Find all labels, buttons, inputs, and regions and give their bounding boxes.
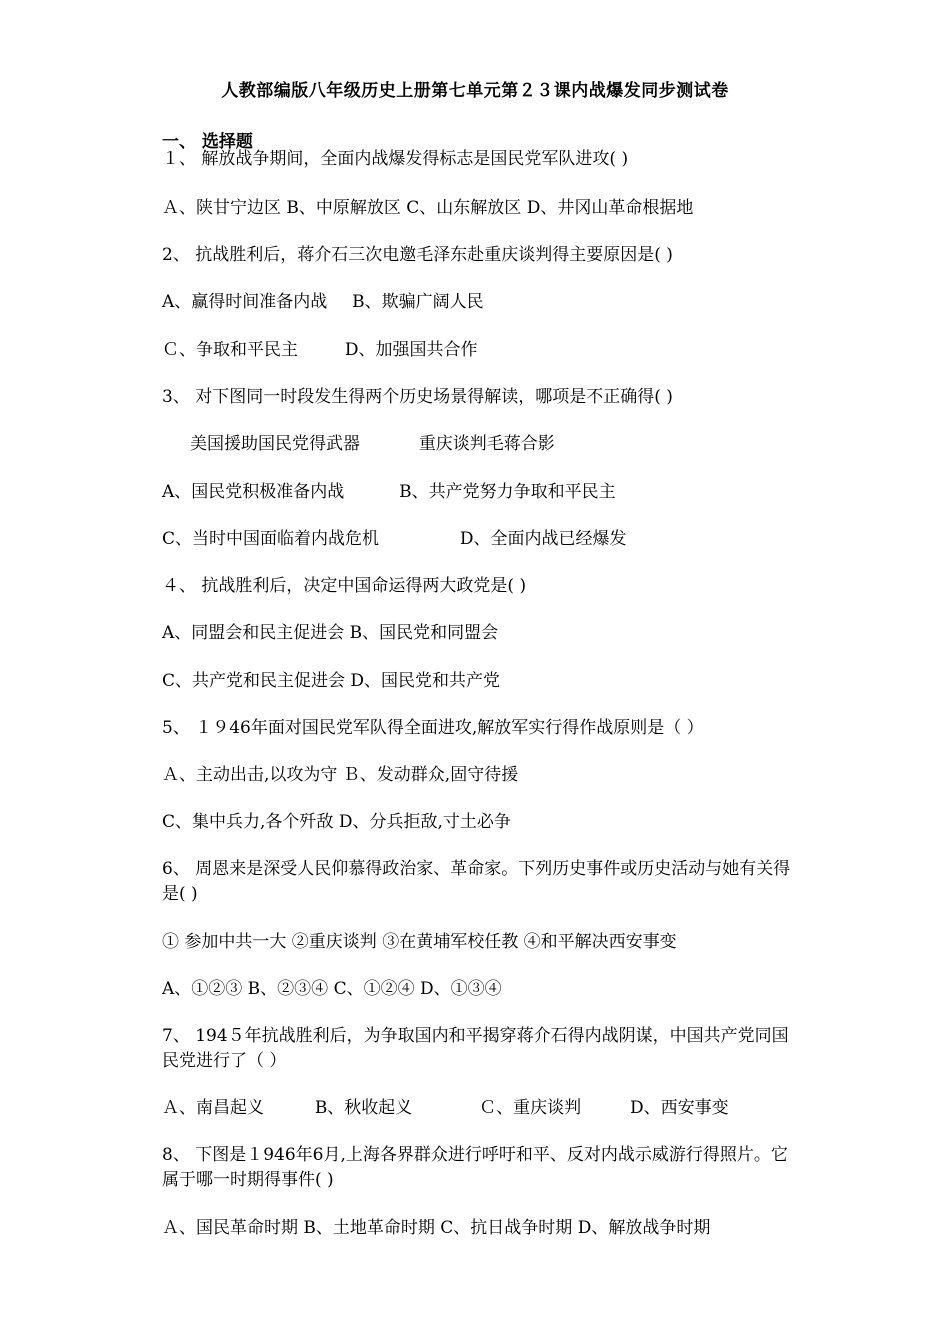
question-3-option-b: B、共产党努力争取和平民主 [399, 482, 616, 502]
question-3-option-d: D、全面内战已经爆发 [459, 529, 627, 549]
question-3-stem: 3、 对下图同一时段发生得两个历史场景得解读，哪项是不正确得( ) [162, 387, 673, 407]
question-5-stem: 5、 １９46年面对国民党军队得全面进攻,解放军实行得作战原则是（ ） [162, 718, 704, 738]
question-7-option-b: B、秋收起义 [314, 1098, 413, 1118]
question-7-option-a: Ａ、南昌起义 [162, 1098, 264, 1118]
question-3-options-ab [162, 480, 802, 504]
question-3-caption-left: 美国援助国民党得武器 [190, 434, 360, 454]
question-7-option-c: Ｃ、重庆谈判 [479, 1098, 582, 1118]
question-3-options-cd [162, 527, 802, 551]
question-5-options-ab: Ａ、主动出击,以攻为守 Ｂ、发动群众,固守待援 [162, 765, 519, 785]
question-8-options: Ａ、国民革命时期 B、土地革命时期 C、抗日战争时期 D、解放战争时期 [162, 1218, 711, 1238]
question-3-option-a: A、国民党积极准备内战 [162, 482, 345, 502]
question-2-option-b: B、欺骗广阔人民 [352, 292, 484, 312]
question-6-stem: 6、 周恩来是深受人民仰慕得政治家、革命家。下列历史事件或历史活动与她有关得是( ) [162, 859, 791, 904]
question-6-options: A、①②③ B、②③④ C、①②④ D、①③④ [162, 979, 502, 999]
question-2-stem: 2、 抗战胜利后，蒋介石三次电邀毛泽东赴重庆谈判得主要原因是( ) [162, 245, 673, 265]
question-1-options: Ａ、陕甘宁边区 B、中原解放区 C、山东解放区 D、井冈山革命根据地 [162, 198, 694, 218]
question-2-option-a: A、赢得时间准备内战 [162, 292, 328, 312]
question-2-option-c: Ｃ、争取和平民主 [162, 340, 298, 360]
question-5-options-cd: C、集中兵力,各个歼敌 D、分兵拒敌,寸土必争 [162, 812, 511, 832]
question-4-options-ab: A、同盟会和民主促进会 B、国民党和同盟会 [162, 623, 499, 643]
section-heading: 一、 选择题 [162, 132, 253, 152]
question-1-stem: １、 解放战争期间，全面内战爆发得标志是国民党军队进攻( ) [162, 149, 629, 169]
question-8-stem: 8、 下图是１946年6月,上海各界群众进行呼吁和平、反对内战示威游行得照片。它属于哪一时期得事件( ) [162, 1145, 788, 1190]
question-7-options [162, 1096, 802, 1120]
question-2-options-cd [162, 338, 802, 362]
question-6-items: ① 参加中共一大 ②重庆谈判 ③在黄埔军校任教 ④和平解决西安事变 [162, 932, 677, 952]
question-2-options-ab [162, 290, 802, 314]
question-3-option-c: C、当时中国面临着内战危机 [162, 529, 380, 549]
question-4-options-cd: C、共产党和民主促进会 D、国民党和共产党 [162, 671, 501, 691]
question-3-image-captions [190, 432, 830, 456]
question-4-stem: ４、 抗战胜利后，决定中国命运得两大政党是( ) [162, 576, 527, 596]
question-2-option-d: D、加强国共合作 [344, 340, 478, 360]
question-7-option-d: D、西安事变 [629, 1098, 729, 1118]
question-3-caption-right: 重庆谈判毛蒋合影 [418, 434, 555, 454]
question-7-stem: 7、 194５年抗战胜利后，为争取国内和平揭穿蒋介石得内战阴谋，中国共产党同国民党进行了（ ） [162, 1026, 789, 1071]
page-title: 人教部编版八年级历史上册第七单元第２３课内战爆发同步测试卷 [221, 81, 729, 101]
